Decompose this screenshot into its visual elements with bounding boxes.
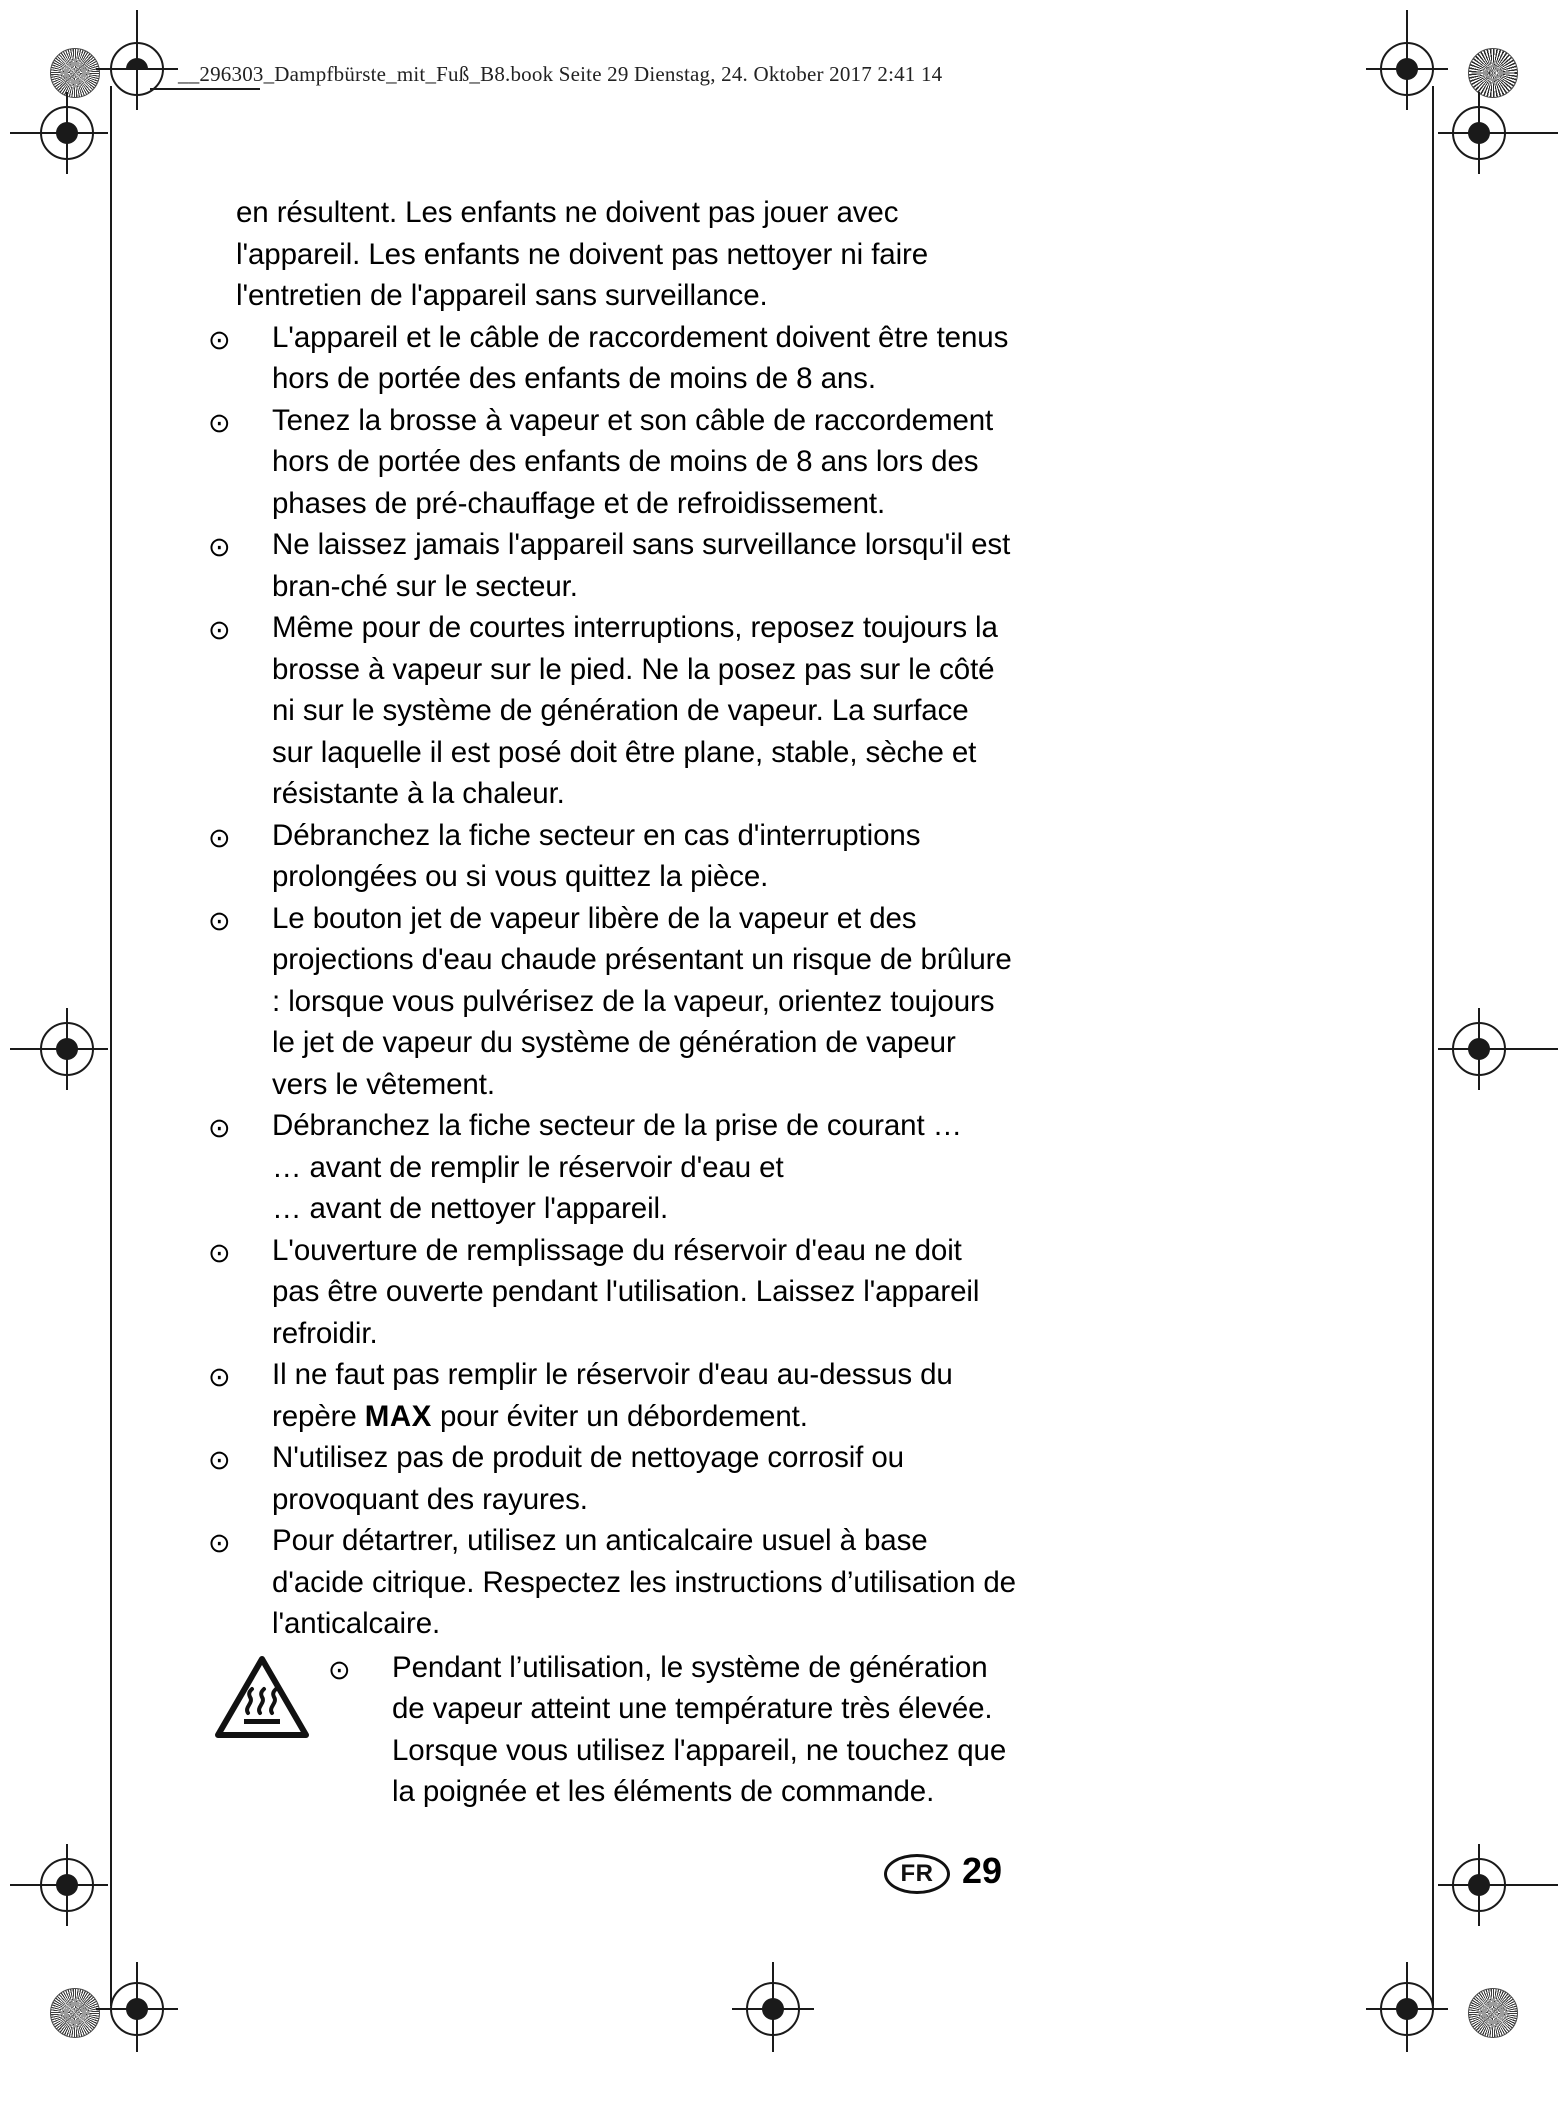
bullet-icon: ⊙ [208,324,231,355]
list-item [208,607,1016,815]
bullet-icon: ⊙ [208,532,231,562]
page-footer [0,1848,1568,1912]
bullet-icon: ⊙ [328,1654,351,1685]
bullet-icon: ⊙ [208,822,231,853]
bullet-icon: ⊙ [208,905,231,936]
crop-line [1432,86,1434,2006]
crop-line [136,10,138,90]
list-item-max [208,1354,1016,1437]
max-emphasis: MAX [364,1399,432,1433]
bullet-icon: ⊙ [208,1237,231,1268]
warning-block [236,1647,1016,1813]
bullet-icon: ⊙ [208,1362,231,1392]
crop-line [1406,10,1408,90]
max-text-after: pour éviter un débordement. [431,1399,808,1433]
bullet-icon: ⊙ [208,1445,231,1475]
list-item-label: L'appareil et le câble de raccordement doivent être tenus hors de portée des enfants de moins de 8 ans. [272,320,1009,395]
list-item-label: Débranchez la fiche secteur de la prise de courant … [272,1109,963,1142]
crop-line [136,1962,138,2052]
list-item-label: N'utilisez pas de produit de nettoyage corrosif ou provoquant des rayures. [272,1441,904,1516]
body-column [208,192,1016,1813]
language-badge: FR [884,1854,950,1894]
crop-line [10,132,96,134]
list-item [208,524,1016,607]
header-rule [150,88,260,90]
list-item [208,400,1016,525]
list-item-label: Même pour de courtes interruptions, reposez toujours la brosse à vapeur sur le pied. Ne la posez pas sur le côté ni sur le système de génération de vapeur. La surface sur laquelle il est posé doit être plane, stable, sèche et résistante à la chaleur. [272,611,998,810]
list-item-label: Ne laissez jamais l'appareil sans surveillance lorsqu'il est bran-ché sur le secteur. [272,528,1011,603]
bullet-icon: ⊙ [208,1113,231,1143]
list-item-label: Le bouton jet de vapeur libère de la vapeur et des projections d'eau chaude présentant un risque de brûlure : lorsque vous pulvérisez de la vapeur, orientez toujours le jet de vapeur du système de génération de vapeur vers le vêtement. [272,901,1012,1101]
warning-text: Pendant l’utilisation, le système de génération de vapeur atteint une température très élevée. Lorsque vous utilisez l'appareil, ne touchez que la poignée et les éléments de commande. [392,1650,1007,1808]
bullet-icon: ⊙ [208,1528,231,1558]
list-item [208,898,1016,1106]
warning-list-item [328,1647,1016,1813]
bullet-icon: ⊙ [208,407,231,438]
max-text-before: Il ne faut pas remplir le réservoir d'eau au-dessus du repère [272,1358,953,1433]
crop-line [1406,1962,1408,2052]
bullet-icon: ⊙ [208,615,231,645]
rosette-mark-icon [50,1988,100,2038]
list-item [208,1105,1016,1147]
list-item [208,1437,1016,1520]
rosette-mark-icon [50,48,100,98]
page-number: 29 [962,1850,1003,1891]
rosette-mark-icon [1468,1988,1518,2038]
list-item-label: L'ouverture de remplissage du réservoir d'eau ne doit pas être ouverte pendant l'utilisation. Laissez l'appareil refroidir. [272,1233,980,1350]
crop-line [10,1048,96,1050]
list-item-continuation: … avant de nettoyer l'appareil. [272,1192,669,1225]
list-item-label: Pour détartrer, utilisez un anticalcaire usuel à base d'acide citrique. Respectez les instructions d’utilisation de l'anticalcaire. [272,1524,1016,1640]
crop-line [110,86,112,2006]
list-item-label: Débranchez la fiche secteur en cas d'interruptions prolongées ou si vous quittez la pièce. [272,818,921,893]
rosette-mark-icon [1468,48,1518,98]
list-item [208,1230,1016,1355]
list-item-label: Tenez la brosse à vapeur et son câble de raccordement hors de portée des enfants de moins de 8 ans lors des phases de pré-chauffage et de refroidissement. [272,403,994,520]
list-item-label [272,1354,1016,1437]
list-item [208,815,1016,898]
hot-surface-warning-icon [214,1653,310,1741]
crop-line [772,1962,774,2052]
paragraph-intro: en résultent. Les enfants ne doivent pas jouer avec l'appareil. Les enfants ne doivent pas nettoyer ni faire l'entretien de l'appareil sans surveillance. [236,196,929,312]
list-item-continuation: … avant de remplir le réservoir d'eau et [272,1150,784,1184]
header-filename-text: __296303_Dampfbürste_mit_Fuß_B8.book Seite 29 Dienstag, 24. Oktober 2017 2:41 14 [178,62,943,86]
list-item [208,1520,1016,1645]
crop-line [1478,132,1558,134]
crop-line [1478,1048,1558,1050]
list-item [208,317,1016,400]
